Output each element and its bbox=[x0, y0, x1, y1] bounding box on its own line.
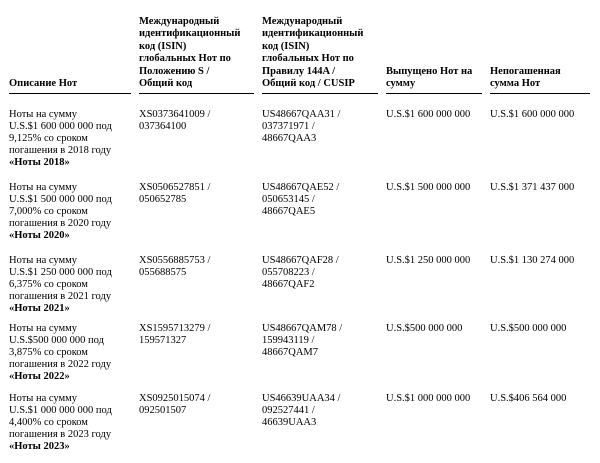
row-description: Ноты на сумму U.S.$500 000 000 под 3,875% со сроком погашения в 2022 году «Ноты 2022» bbox=[9, 323, 112, 382]
header-line: Международный bbox=[139, 16, 220, 27]
row-description: Ноты на сумму U.S.$1 250 000 000 под 6,375% со сроком погашения в 2021 году «Ноты 2021» bbox=[9, 255, 112, 314]
header-line: Общий код bbox=[139, 78, 193, 90]
header-divider bbox=[139, 93, 254, 94]
row-reg-s: XS0556885753 / 055688575 bbox=[139, 255, 211, 278]
header-divider bbox=[9, 93, 131, 94]
row-issued: U.S.$500 000 000 bbox=[386, 323, 463, 334]
header-issued bbox=[386, 66, 472, 91]
row-reg-s: XS1595713279 / 159571327 bbox=[139, 323, 211, 346]
row-rule-144a: US46639UAA34 / 092527441 / 46639UAA3 bbox=[262, 393, 341, 428]
row-issued: U.S.$1 250 000 000 bbox=[386, 255, 471, 266]
header-line: код (ISIN) bbox=[262, 40, 310, 52]
header-line: сумму bbox=[386, 78, 416, 90]
row-description: Ноты на сумму U.S.$1 600 000 000 под 9,125% со сроком погашения в 2018 году «Ноты 2018» bbox=[9, 109, 112, 168]
header-line: сумма Нот bbox=[490, 78, 541, 90]
row-outstanding: U.S.$1 600 000 000 bbox=[490, 109, 575, 120]
note-label: «Ноты 2020» bbox=[9, 229, 70, 241]
header-divider bbox=[386, 93, 482, 94]
header-line: Международный bbox=[262, 16, 343, 27]
header-line: код (ISIN) bbox=[139, 40, 187, 52]
header-line: глобальных Нот по bbox=[262, 53, 354, 65]
row-rule-144a: US48667QAA31 / 037371971 / 48667QAA3 bbox=[262, 109, 341, 144]
note-label: «Ноты 2022» bbox=[9, 370, 70, 382]
header-line: Правилу 144A / bbox=[262, 65, 336, 77]
header-line: Выпущено Нот на bbox=[386, 66, 473, 77]
header-isin-reg-s bbox=[139, 16, 240, 90]
header-divider bbox=[490, 93, 590, 94]
row-outstanding: U.S.$500 000 000 bbox=[490, 323, 567, 334]
row-outstanding: U.S.$406 564 000 bbox=[490, 393, 567, 404]
row-reg-s: XS0506527851 / 050652785 bbox=[139, 182, 211, 205]
header-description: Описание Нот bbox=[9, 78, 78, 89]
note-label: «Ноты 2018» bbox=[9, 156, 70, 168]
row-outstanding: U.S.$1 371 437 000 bbox=[490, 182, 575, 193]
header-line: Общий код / CUSIP bbox=[262, 78, 355, 90]
header-line: глобальных Нот по bbox=[139, 53, 231, 65]
row-description: Ноты на сумму U.S.$1 000 000 000 под 4,400% со сроком погашения в 2023 году «Ноты 2023» bbox=[9, 393, 112, 452]
header-outstanding bbox=[490, 66, 561, 91]
header-isin-144a bbox=[262, 16, 363, 90]
row-issued: U.S.$1 600 000 000 bbox=[386, 109, 471, 120]
row-rule-144a: US48667QAF28 / 055708223 / 48667QAF2 bbox=[262, 255, 339, 290]
row-rule-144a: US48667QAM78 / 159943119 / 48667QAM7 bbox=[262, 323, 343, 358]
note-label: «Ноты 2023» bbox=[9, 440, 70, 452]
row-outstanding: U.S.$1 130 274 000 bbox=[490, 255, 575, 266]
header-line: идентификационный bbox=[262, 28, 364, 40]
row-description: Ноты на сумму U.S.$1 500 000 000 под 7,000% со сроком погашения в 2020 году «Ноты 2020» bbox=[9, 182, 112, 241]
header-line: Положению S / bbox=[139, 65, 210, 77]
header-line: идентификационный bbox=[139, 28, 241, 40]
header-line: Непогашенная bbox=[490, 66, 561, 77]
note-label: «Ноты 2021» bbox=[9, 302, 70, 314]
header-divider bbox=[262, 93, 378, 94]
row-reg-s: XS0373641009 / 037364100 bbox=[139, 109, 211, 132]
row-reg-s: XS0925015074 / 092501507 bbox=[139, 393, 211, 416]
row-issued: U.S.$1 000 000 000 bbox=[386, 393, 471, 404]
row-issued: U.S.$1 500 000 000 bbox=[386, 182, 471, 193]
row-rule-144a: US48667QAE52 / 050653145 / 48667QAE5 bbox=[262, 182, 340, 217]
